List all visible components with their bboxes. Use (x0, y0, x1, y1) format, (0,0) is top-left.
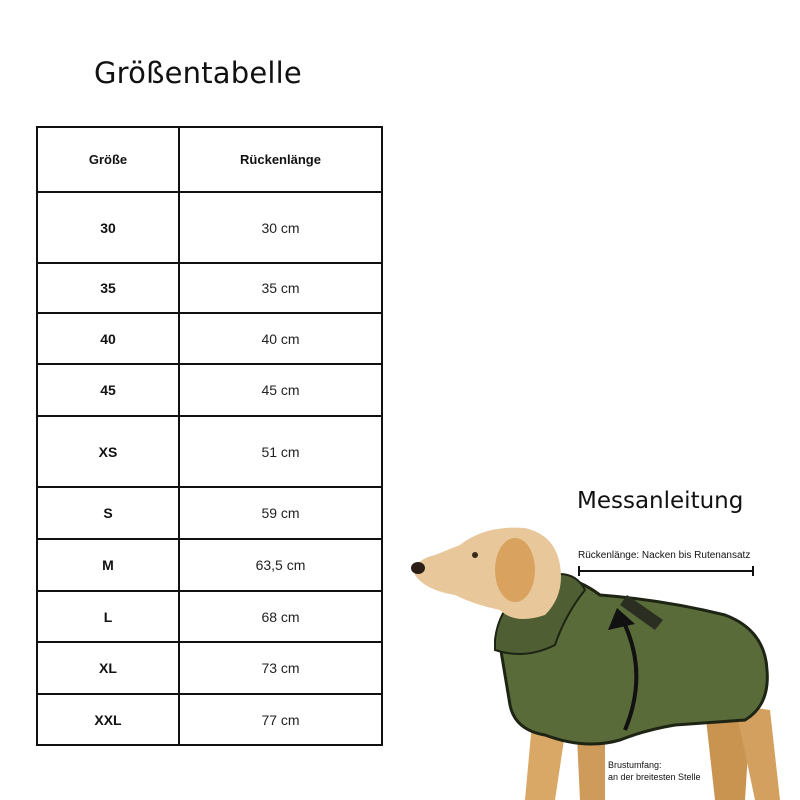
table-row (37, 192, 382, 263)
back-length-label: Rückenlänge: Nacken bis Rutenansatz (578, 550, 751, 561)
dog-head (415, 528, 561, 619)
header-back-length: Rückenlänge (179, 127, 382, 192)
table-row (37, 364, 382, 416)
table-row (37, 313, 382, 364)
chest-girth-label (608, 759, 701, 783)
size-cell: XXL (37, 694, 179, 745)
length-cell: 35 cm (179, 263, 382, 313)
measurement-guide-title: Messanleitung (577, 488, 744, 514)
table-row (37, 591, 382, 642)
size-cell: 45 (37, 364, 179, 416)
length-cell: 73 cm (179, 642, 382, 694)
size-cell: 30 (37, 192, 179, 263)
chest-girth-label-line2: an der breitesten Stelle (608, 772, 701, 782)
table-row (37, 539, 382, 591)
length-cell: 59 cm (179, 487, 382, 539)
chest-girth-label-line1: Brustumfang: (608, 760, 662, 770)
table-header-row (37, 127, 382, 192)
length-cell: 63,5 cm (179, 539, 382, 591)
length-cell: 51 cm (179, 416, 382, 487)
size-cell: M (37, 539, 179, 591)
header-size: Größe (37, 127, 179, 192)
length-cell: 30 cm (179, 192, 382, 263)
dog-nose (411, 562, 425, 574)
table-row (37, 263, 382, 313)
length-cell: 68 cm (179, 591, 382, 642)
table-row (37, 416, 382, 487)
size-cell: XL (37, 642, 179, 694)
length-cell: 77 cm (179, 694, 382, 745)
size-cell: 40 (37, 313, 179, 364)
dog-in-coat-illustration (405, 520, 800, 800)
size-cell: L (37, 591, 179, 642)
size-cell: 35 (37, 263, 179, 313)
size-table (36, 126, 383, 746)
page-title: Größentabelle (94, 56, 302, 90)
dog-ear (495, 538, 535, 602)
length-cell: 40 cm (179, 313, 382, 364)
table-row (37, 487, 382, 539)
table-row (37, 694, 382, 745)
dog-eye (472, 552, 478, 558)
table-row (37, 642, 382, 694)
size-cell: S (37, 487, 179, 539)
size-cell: XS (37, 416, 179, 487)
length-cell: 45 cm (179, 364, 382, 416)
